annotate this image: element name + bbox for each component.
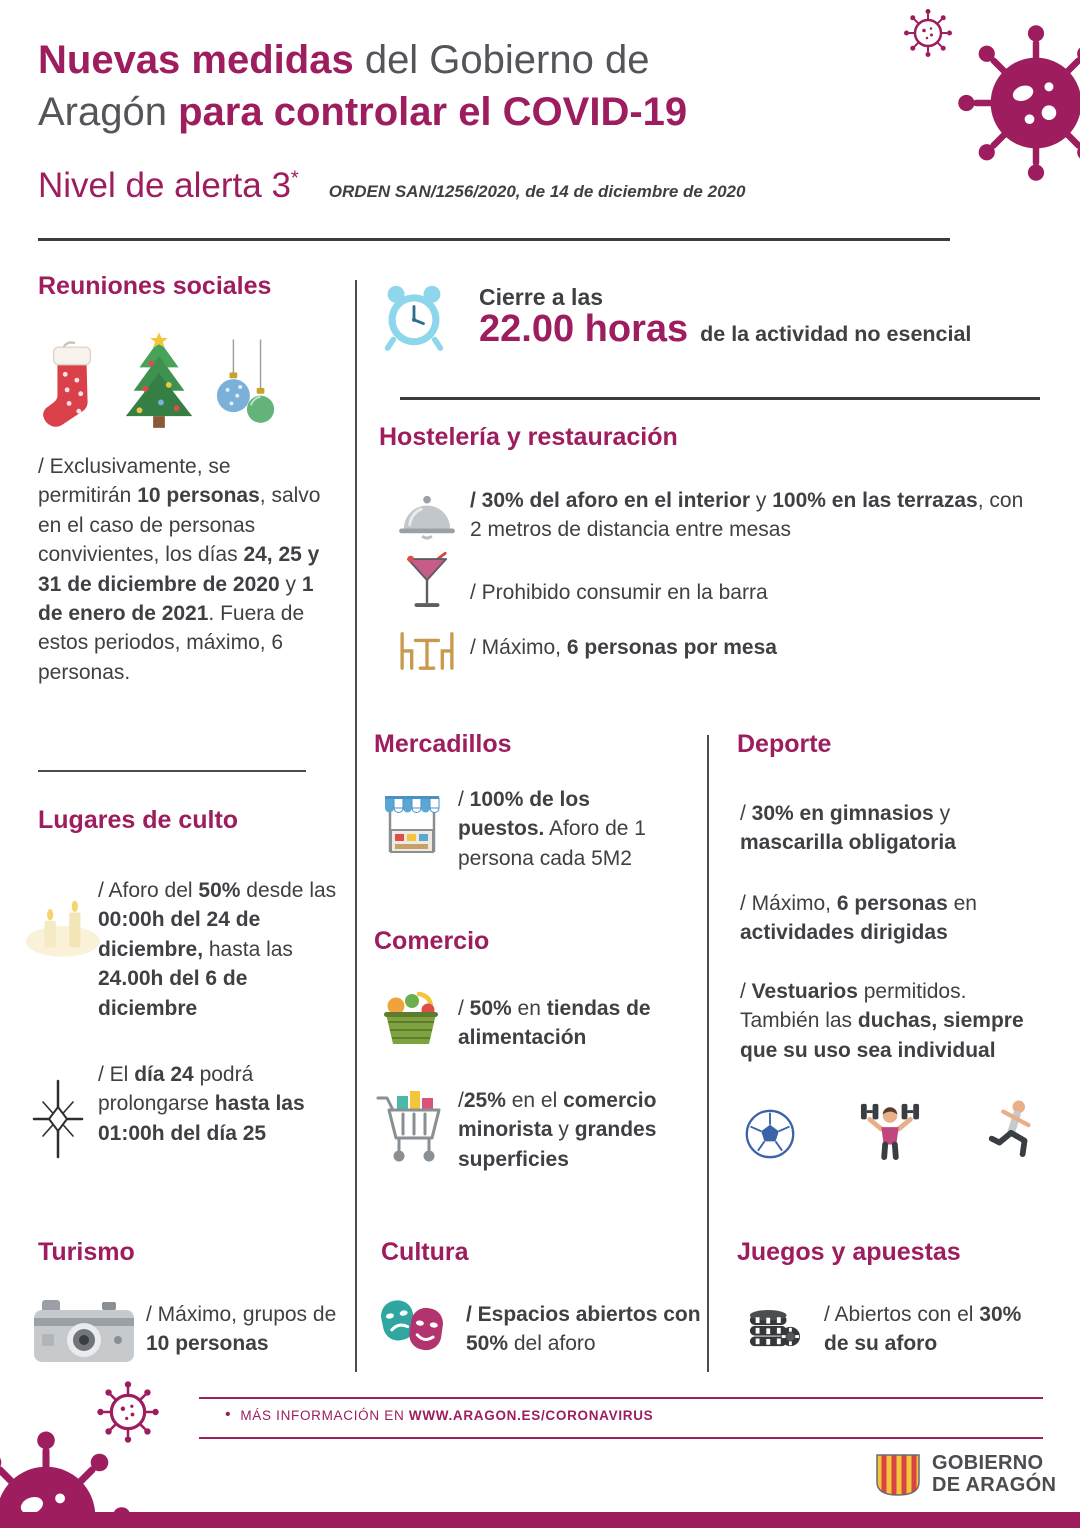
theater-masks-icon [378, 1294, 448, 1354]
table-chairs-icon [397, 628, 457, 672]
market-stall-icon [381, 794, 443, 858]
vertical-divider [707, 735, 709, 1372]
weightlifter-icon [859, 1100, 921, 1160]
star-icon [30, 1076, 86, 1162]
section-title-juegos: Juegos y apuestas [737, 1238, 961, 1266]
footer-info [225, 1406, 653, 1424]
footer-divider-top [199, 1397, 1043, 1399]
ornaments-icon [214, 338, 278, 432]
culto-item-text: / Aforo del 50% desde las 00:00h del 24 de diciembre, hasta las 24.00h del 6 de diciembre [98, 879, 337, 1020]
closure-divider [400, 397, 1040, 400]
mercadillos-item-text: / 100% de los puestos. Aforo de 1 persona cada 5M2 [458, 788, 646, 870]
food-basket-icon [379, 988, 443, 1050]
comercio-item-text: / 50% en tiendas de alimentación [458, 997, 651, 1050]
logo-line2: DE ARAGÓN [932, 1474, 1057, 1496]
alert-level-text: Nivel de alerta 3 [38, 166, 291, 205]
closure-rest: de la actividad no esencial [700, 322, 972, 346]
section-title-mercadillos: Mercadillos [374, 730, 512, 758]
header-divider [38, 238, 950, 241]
order-reference: ORDEN SAN/1256/2020, de 14 de diciembre de 2020 [328, 182, 746, 201]
comercio-item-text: /25% en el comercio minorista y grandes superficies [458, 1089, 657, 1171]
logo-text [932, 1453, 1056, 1496]
page-title-line1: Nuevas medidas del Gobierno de [38, 38, 650, 82]
page-title-line2: Aragón para controlar el COVID-19 [38, 90, 688, 134]
christmas-icons [40, 326, 278, 432]
section-divider [38, 770, 306, 772]
shopping-cart-icon [375, 1088, 445, 1166]
section-title-comercio: Comercio [374, 927, 490, 955]
culto-item-text: / El día 24 podrá prolongarse hasta las 01:00h del día 25 [98, 1063, 305, 1145]
hosteleria-item-text: / Máximo, 6 personas por mesa [470, 636, 777, 659]
alarm-clock-icon [381, 280, 447, 352]
footer-divider-bottom [199, 1437, 1043, 1439]
hosteleria-item-text: / Prohibido consumir en la barra [470, 581, 768, 604]
cocktail-icon [404, 550, 450, 616]
candles-icon [24, 898, 102, 962]
alert-asterisk: * [290, 167, 299, 190]
virus-icon [903, 8, 953, 58]
turismo-body-text: / Máximo, grupos de 10 personas [146, 1303, 337, 1356]
alert-level [38, 166, 299, 206]
camera-icon [32, 1296, 136, 1366]
sports-icons [744, 1090, 1040, 1160]
closure-line [479, 308, 971, 351]
section-title-turismo: Turismo [38, 1238, 135, 1266]
section-title-cultura: Cultura [381, 1238, 469, 1266]
christmas-tree-icon [118, 330, 200, 432]
footer-bullet: • [225, 1406, 232, 1423]
section-title-deporte: Deporte [737, 730, 832, 758]
soccer-ball-icon [744, 1108, 796, 1160]
christmas-stocking-icon [40, 338, 104, 432]
section-title-hosteleria: Hostelería y restauración [379, 423, 678, 451]
deporte-item-text: / Máximo, 6 personas en actividades dirigidas [740, 892, 977, 945]
alert-row [38, 166, 745, 206]
closure-time: 22.00 horas [479, 308, 689, 350]
vertical-divider [355, 280, 357, 1372]
footer-info-text: MÁS INFORMACIÓN EN WWW.ARAGON.ES/CORONAVIRUS [240, 1407, 654, 1423]
deporte-item-text: / Vestuarios permitidos. También las duchas, siempre que su uso sea individual [740, 980, 1024, 1062]
footer-bar [0, 1512, 1080, 1528]
runner-icon [984, 1098, 1040, 1160]
cloche-icon [397, 492, 457, 540]
aragon-shield-icon [874, 1452, 922, 1498]
section-title-culto: Lugares de culto [38, 806, 239, 834]
closure-intro: Cierre a las [479, 284, 604, 310]
reuniones-body-text: / Exclusivamente, se permitirán 10 personas, salvo en el caso de personas convivientes, los días 24, 25 y 31 de diciembre de 2020 y 1 de enero de 2021. Fuera de estos periodos, máximo, 6 personas. [38, 455, 321, 684]
cultura-item-text: / Espacios abiertos con 50% del aforo [466, 1303, 701, 1356]
page-title [38, 34, 878, 138]
logo-line1: GOBIERNO [932, 1452, 1044, 1475]
deporte-item-text: / 30% en gimnasios y mascarilla obligatoria [740, 802, 956, 855]
juegos-item-text: / Abiertos con el 30% de su aforo [824, 1303, 1022, 1356]
poker-chips-icon [747, 1294, 801, 1354]
hosteleria-item-text: / 30% del aforo en el interior y 100% en las terrazas, con 2 metros de distancia entre mesas [470, 489, 1024, 542]
section-title-reuniones: Reuniones sociales [38, 272, 272, 300]
virus-icon [955, 22, 1080, 184]
gobierno-aragon-logo [874, 1452, 1056, 1498]
